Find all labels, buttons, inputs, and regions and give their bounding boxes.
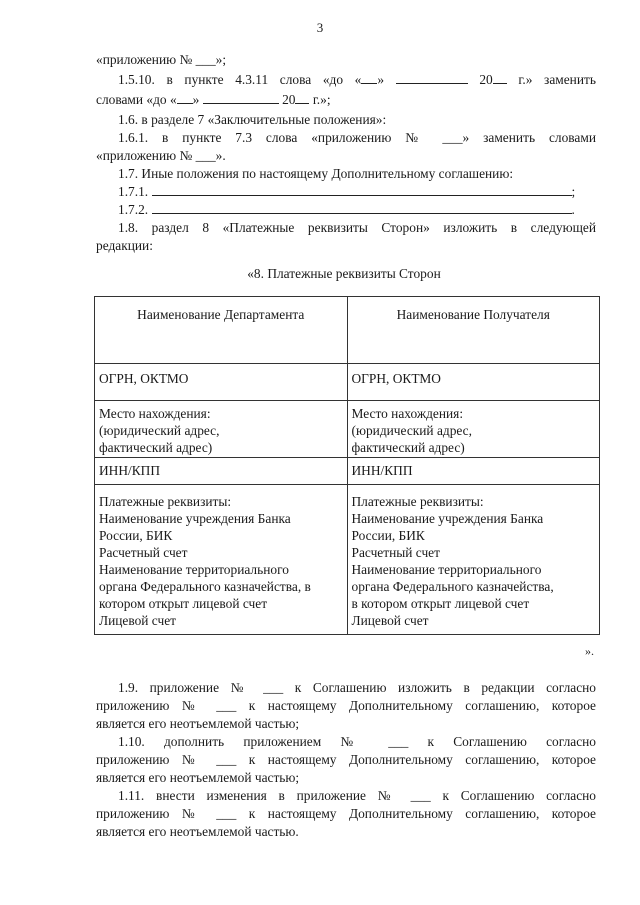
table-cell: Место нахождения: (юридический адрес, фактический адрес) bbox=[347, 401, 600, 458]
text-line: приложению № ___ к настоящему Дополнительному соглашению, которое bbox=[96, 806, 596, 821]
blank-field bbox=[177, 92, 193, 104]
closing-quote: ». bbox=[585, 644, 594, 658]
section-title: «8. Платежные реквизиты Сторон bbox=[247, 266, 441, 281]
text-line: словами «до « » 20 г.»; bbox=[96, 92, 331, 107]
table-cell: ОГРН, ОКТМО bbox=[95, 364, 348, 401]
table-cell: ОГРН, ОКТМО bbox=[347, 364, 600, 401]
table-header-row bbox=[95, 297, 600, 364]
blank-field bbox=[152, 202, 572, 214]
text-line: является его неотъемлемой частью; bbox=[96, 770, 300, 785]
text-line: является его неотъемлемой частью. bbox=[96, 824, 299, 839]
table-row bbox=[95, 485, 600, 635]
text-line: «приложению № ___». bbox=[96, 148, 226, 163]
text-line-1-7: 1.7. Иные положения по настоящему Дополнительному соглашению: bbox=[118, 166, 514, 181]
header-department: Наименование Департамента bbox=[95, 297, 348, 364]
table-cell: Платежные реквизиты: Наименование учреждения Банка России, БИК Расчетный счет Наименование территориального органа Федерального казначейства, в котором открыт лицевой счет Лицевой счет bbox=[347, 485, 600, 635]
text-line-1-7-1: 1.7.1. ; bbox=[118, 184, 576, 199]
text-line-1-7-2: 1.7.2. . bbox=[118, 202, 575, 217]
blank-field bbox=[493, 72, 507, 84]
header-recipient: Наименование Получателя bbox=[347, 297, 600, 364]
text-line: является его неотъемлемой частью; bbox=[96, 716, 300, 731]
text-line-1-8: 1.8. раздел 8 «Платежные реквизиты Сторон» изложить в следующей bbox=[118, 220, 596, 235]
text-line-1-10: 1.10. дополнить приложением № ___ к Соглашению согласно bbox=[118, 734, 596, 749]
text-line-1-5-10: 1.5.10. в пункте 4.3.11 слова «до « » 20 г.» заменить bbox=[118, 72, 596, 87]
table-row bbox=[95, 458, 600, 485]
text-line: приложению № ___ к настоящему Дополнительному соглашению, которое bbox=[96, 752, 596, 767]
text-line-1-6-1: 1.6.1. в пункте 7.3 слова «приложению № ___» заменить словами bbox=[118, 130, 596, 145]
text-line-1-6: 1.6. в разделе 7 «Заключительные положения»: bbox=[118, 112, 387, 127]
table-row bbox=[95, 401, 600, 458]
table-cell: Место нахождения: (юридический адрес, фактический адрес) bbox=[95, 401, 348, 458]
blank-field bbox=[295, 92, 309, 104]
text-line: редакции: bbox=[96, 238, 153, 253]
text-line-1-9: 1.9. приложение № ___ к Соглашению изложить в редакции согласно bbox=[118, 680, 596, 695]
table-cell: Платежные реквизиты: Наименование учреждения Банка России, БИК Расчетный счет Наименование территориального органа Федерального казначейства, в котором открыт лицевой счет Лицевой счет bbox=[95, 485, 348, 635]
table-row bbox=[95, 364, 600, 401]
blank-field bbox=[396, 72, 468, 84]
text-line: приложению № ___ к настоящему Дополнительному соглашению, которое bbox=[96, 698, 596, 713]
table-cell: ИНН/КПП bbox=[347, 458, 600, 485]
text-line-1-11: 1.11. внести изменения в приложение № ___ к Соглашению согласно bbox=[118, 788, 596, 803]
text-line: «приложению № ___»; bbox=[96, 52, 227, 67]
page-number: 3 bbox=[316, 20, 324, 35]
payment-details-table bbox=[94, 296, 600, 635]
table-cell: ИНН/КПП bbox=[95, 458, 348, 485]
blank-field bbox=[152, 184, 572, 196]
blank-field bbox=[203, 92, 279, 104]
blank-field bbox=[361, 72, 377, 84]
